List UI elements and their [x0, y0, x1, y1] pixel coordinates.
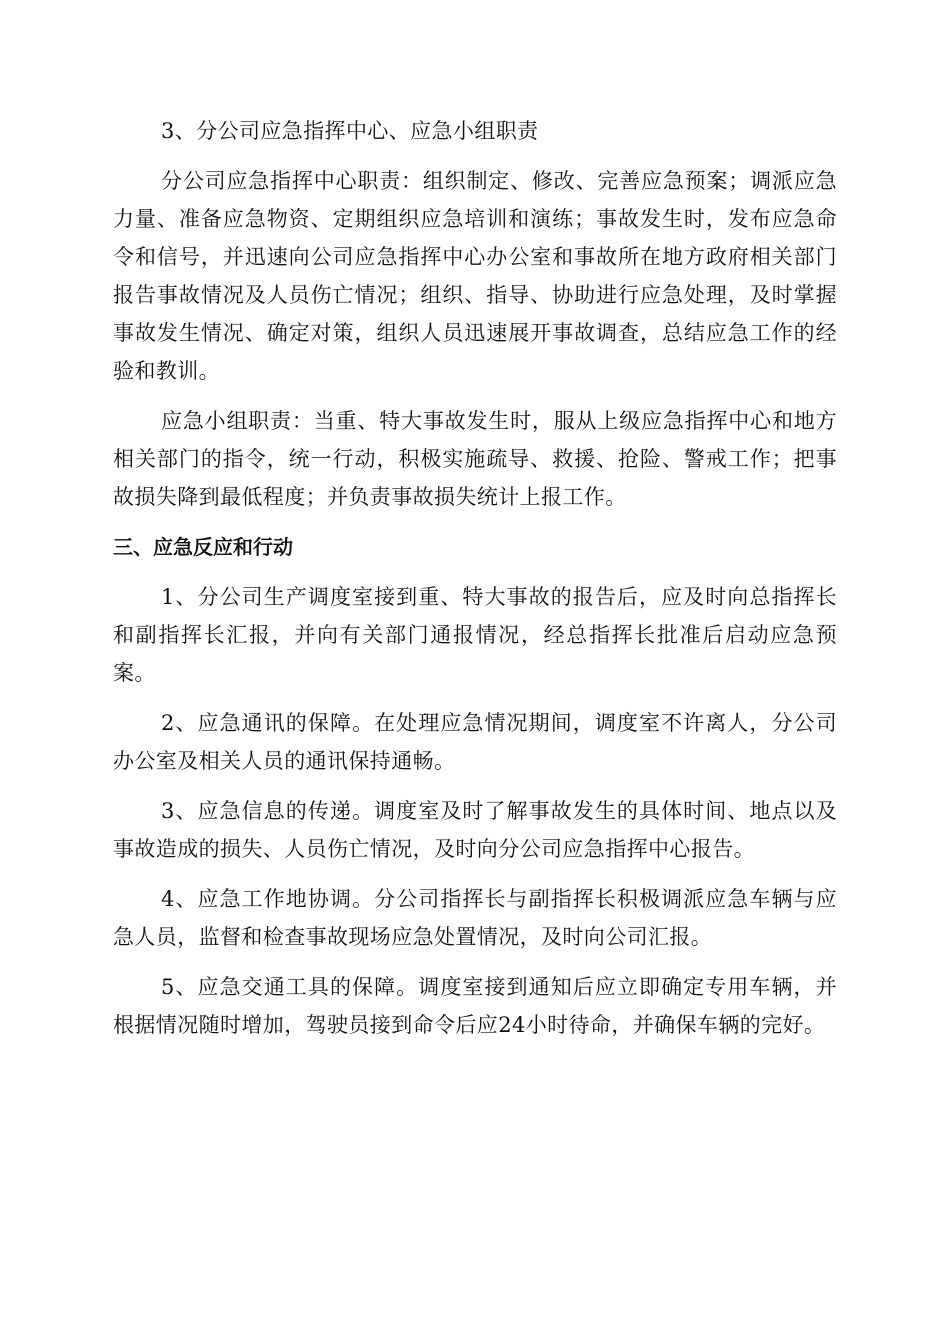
list-item-3: 3、应急信息的传递。调度室及时了解事故发生的具体时间、地点以及事故造成的损失、人员伤亡情况，及时向分公司应急指挥中心报告。 — [113, 799, 837, 861]
paragraph-command-center-duties: 分公司应急指挥中心职责：组织制定、修改、完善应急预案；调派应急力量、准备应急物资、定期组织应急培训和演练；事故发生时，发布应急命令和信号，并迅速向公司应急指挥中心办公室和事故所在地方政府相关部门报告事故情况及人员伤亡情况；组织、指导、协助进行应急处理，及时掌握事故发生情况、确定对策，组织人员迅速展开事故调查，总结应急工作的经验和教训。 — [113, 169, 837, 383]
list-item-2: 2、应急通讯的保障。在处理应急情况期间，调度室不许离人，分公司办公室及相关人员的通讯保持通畅。 — [113, 711, 837, 773]
section-heading-emergency-response: 三、应急反应和行动 — [113, 535, 293, 559]
list-item-4: 4、应急工作地协调。分公司指挥长与副指挥长积极调派应急车辆与应急人员，监督和检查事故现场应急处置情况，及时向公司汇报。 — [113, 887, 837, 949]
sub-heading-responsibilities: 3、分公司应急指挥中心、应急小组职责 — [161, 119, 539, 143]
document-body — [113, 112, 837, 1056]
list-item-5: 5、应急交通工具的保障。调度室接到通知后应立即确定专用车辆，并根据情况随时增加，驾驶员接到命令后应24小时待命，并确保车辆的完好。 — [113, 975, 837, 1037]
list-item-1: 1、分公司生产调度室接到重、特大事故的报告后，应及时向总指挥长和副指挥长汇报，并向有关部门通报情况，经总指挥长批准后启动应急预案。 — [113, 585, 837, 685]
paragraph-emergency-group-duties: 应急小组职责：当重、特大事故发生时，服从上级应急指挥中心和地方相关部门的指令，统一行动，积极实施疏导、救援、抢险、警戒工作；把事故损失降到最低程度；并负责事故损失统计上报工作。 — [113, 409, 837, 509]
